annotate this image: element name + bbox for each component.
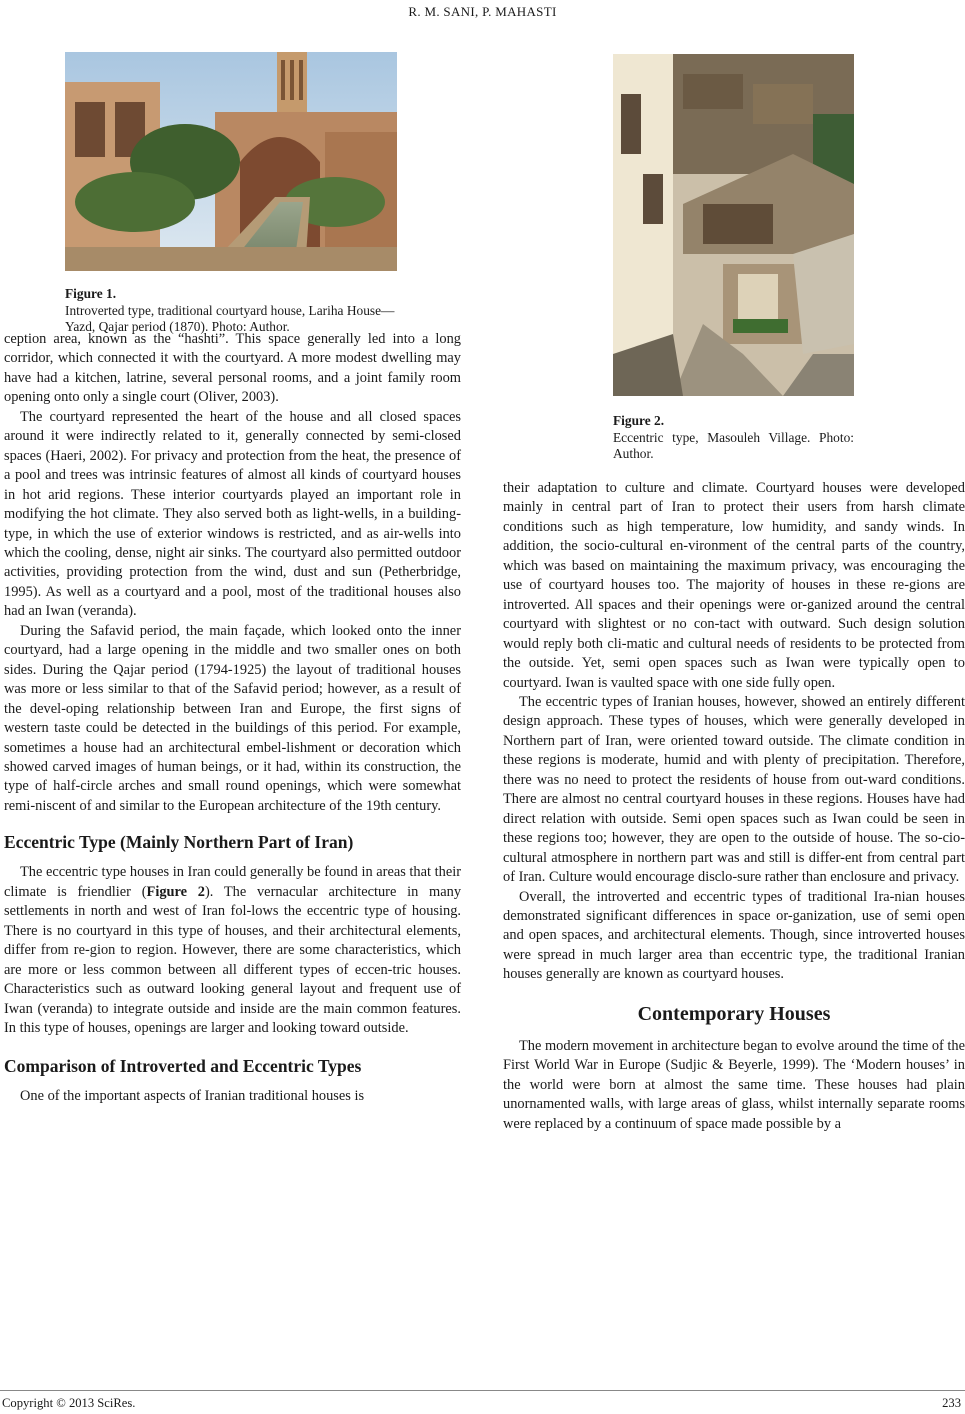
- paragraph: The courtyard represented the heart of the house and all closed spaces around it were indirectly related to it, generally connected by semi-closed spaces (Haeri, 2002). For privacy and protection from the heat, the presence of a pool and trees was intrinsic features of almost all kinds of courtyard houses in hot arid regions. These interior courtyards played an important role in modifying the hot climate. They also served both as light-wells, in a building-type, in which the use of exterior windows is restricted, and as air-wells into which the cooling, dense, night air sinks. The courtyard also permitted outdoor activities, providing protection from the wind, dust and sun (Petherbridge, 1995). As well as a courtyard and a pool, most of the traditional houses also had an Iwan (veranda).: [4, 408, 461, 620]
- page-number: 233: [942, 1396, 961, 1410]
- footer-copyright: Copyright © 2013 SciRes.: [2, 1396, 136, 1410]
- paragraph: The eccentric types of Iranian houses, however, showed an entirely different design approach. These types of houses, which were generally developed in Northern part of Iran, were oriented toward outside. The climate condition in these regions is moderate, humid and with plenty of precipitation. Therefore, there was no need to protect the residents of house from out-ward conditions. There are almost no central courtyard houses in these regions. Houses have had direct relation with outside. Semi open spaces such as Iwan could be seen in these regions too; however, they are open to the outside of house. The so-cio-cultural atmosphere in northern part was and still is differ-ent from central part of Iran. Culture would encourage disclo-sure rather than enclosure and privacy.: [503, 693, 965, 886]
- left-column: [4, 330, 461, 1107]
- paragraph: The modern movement in architecture began to evolve around the time of the First World War in Europe (Sudjic & Beyerle, 1999). The ‘Modern houses’ in the world were born at almost the same time. These houses had plain unornamented walls, with large areas of glass, whilst internally separate rooms were replaced by a continuum of space made possible by a: [503, 1037, 965, 1132]
- paragraph: [4, 863, 461, 1038]
- figure-1-caption-text: Introverted type, traditional courtyard house, Lariha House—Yazd, Qajar period (1870). Photo: Author.: [65, 302, 395, 334]
- running-head: R. M. SANI, P. MAHASTI: [408, 4, 557, 19]
- paragraph-text: The eccentric type houses in Iran could generally be found in areas that their climate is friendlier (: [4, 864, 461, 900]
- paragraph: During the Safavid period, the main façade, which looked onto the inner courtyard, had a large opening in the middle and two smaller ones on both sides. During the Qajar period (1794-1925) the layout of traditional houses was more or less similar to that of the Safavid period; however, as a result of the devel-oping relationship between Iran and Europe, the first signs of western taste could be detected in the buildings of this period. For example, sometimes a house had an architectural embel-lishment or decoration which showed carved images of human beings, or it had, within its construction, the type of half-circle arches and small round openings, which were somewhat remi-niscent of and similar to the European architecture of the 19th century.: [4, 622, 461, 814]
- paragraph: ception area, known as the “hashti”. This space generally led into a long corridor, which connected it with the courtyard. A more modest dwelling may have had a kitchen, latrine, several personal rooms, and a joint family room opening onto only a single court (Oliver, 2003).: [4, 331, 461, 406]
- right-column: [503, 479, 965, 1134]
- paragraph: their adaptation to culture and climate. Courtyard houses were developed mainly in central part of Iran to protect their users from harsh climate conditions such as high temperature, low humidity, and sandy winds. In addition, the socio-cultural en-vironment of the central parts of the country, which was based on maintaining the maximum privacy, was encouraging the use of courtyard houses too. The majority of houses in these re-gions are introverted. All spaces and their openings were or-ganized around the central courtyard with slightest or no con-tact with outward. Such design solution would reply both cli-matic and cultural needs of residents to be protected from the outside. Yet, semi open spaces such as Iwan were typically open to courtyard. Iwan is vaulted space with one side fully open.: [503, 480, 965, 691]
- paragraph: One of the important aspects of Iranian traditional houses is: [20, 1088, 365, 1105]
- figure-1-title: Figure 1.: [65, 286, 117, 301]
- footer-divider: [0, 1390, 965, 1391]
- paragraph: Overall, the introverted and eccentric types of traditional Ira-nian houses demonstrated significant differences in space or-ganization, use of semi open and open spaces, and architectural elements. Though, since introverted houses were spread in much larger area than eccentric type, the traditional Iranian houses generally are known as courtyard houses.: [503, 888, 965, 983]
- section-heading-contemporary-houses: Contemporary Houses: [637, 1002, 831, 1025]
- figure-2-photo: [613, 54, 854, 396]
- figure-2-caption-text: Eccentric type, Masouleh Village. Photo: Author.: [613, 429, 854, 461]
- figure-2-caption: [613, 413, 854, 463]
- figure-2-reference-link[interactable]: Figure 2: [146, 883, 205, 900]
- paragraph-text: ). The vernacular architecture in many settlements in north and west of Iran fol-lows the eccentric type of housing. There is no courtyard in this type of houses, and their architectural elements, differ from re-gion to region. However, there are some characteristics, which are more or less common between all different types of eccen-tric houses. Characteristics such as outward looking general layout and frequent use of Iwan (veranda) to integrate outside and inside are the main common features. In this type of houses, openings are larger and looking toward outside.: [4, 883, 462, 1036]
- figure-2-title: Figure 2.: [613, 413, 665, 428]
- section-heading-comparison: Comparison of Introverted and Eccentric Types: [4, 1056, 362, 1077]
- section-heading-eccentric-type: Eccentric Type (Mainly Northern Part of Iran): [4, 832, 354, 853]
- figure-1-photo: [65, 52, 397, 271]
- figure-1-caption: [65, 286, 405, 336]
